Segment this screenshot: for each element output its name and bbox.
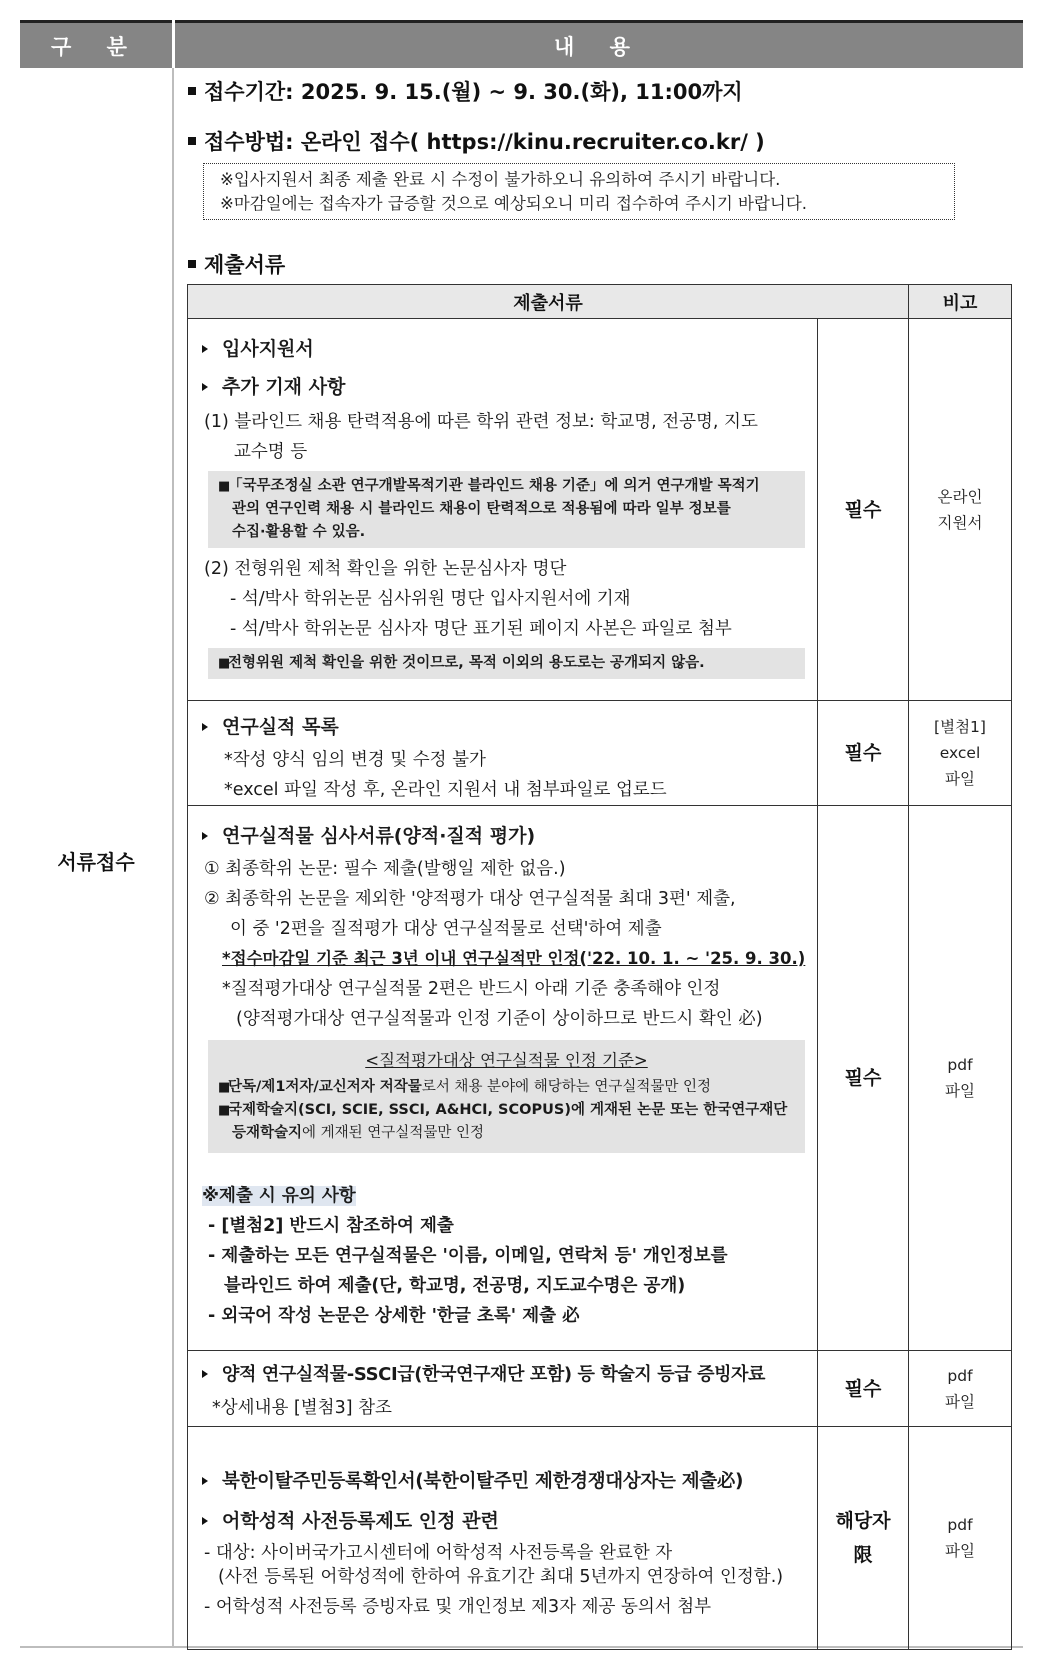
triangle-bullet-icon xyxy=(202,1477,208,1485)
period-value: 2025. 9. 15.(월) ~ 9. 30.(화), 11:00까지 xyxy=(300,80,743,104)
text-line: 이 중 '2편을 질적평가 대상 연구실적물로 선택'하여 제출 xyxy=(230,919,662,939)
text-line: ② 최종학위 논문을 제외한 '양적평가 대상 연구실적물 최대 3편' 제출, xyxy=(204,889,736,909)
square-bullet-icon xyxy=(188,137,196,145)
doc-item: 북한이탈주민등록확인서(북한이탈주민 제한경쟁대상자는 제출必) xyxy=(202,1463,805,1501)
text-line: - 석/박사 학위논문 심사위원 명단 입사지원서에 기재 xyxy=(230,589,631,609)
remark-cell: pdf 파일 xyxy=(909,1427,1012,1650)
period-label: 접수기간: xyxy=(204,80,294,104)
text-line: - [별첨2] 반드시 참조하여 제출 xyxy=(208,1216,454,1236)
remark-cell: pdf 파일 xyxy=(909,806,1012,1351)
header-content: 내 용 xyxy=(175,20,1023,68)
doc-item: 입사지원서 xyxy=(202,331,805,367)
column-header-docs: 제출서류 xyxy=(188,285,909,319)
docs-cell xyxy=(188,806,818,1351)
notice-box xyxy=(203,163,955,220)
table-row xyxy=(188,319,1012,701)
triangle-bullet-icon xyxy=(202,1370,208,1378)
text-line: - 외국어 작성 논문은 상세한 '한글 초록' 제출 必 xyxy=(208,1306,580,1326)
table-header-row xyxy=(188,285,1012,319)
text-line: (2) 전형위원 제척 확인을 위한 논문심사자 명단 xyxy=(204,559,567,579)
remark-cell: 온라인 지원서 xyxy=(909,319,1012,701)
info-box: ■전형위원 제척 확인을 위한 것이므로, 목적 이외의 용도로는 공개되지 않음. xyxy=(208,648,805,679)
period-line xyxy=(188,76,743,106)
text-line: *excel 파일 작성 후, 온라인 지원서 내 첨부파일로 업로드 xyxy=(224,780,667,800)
docs-cell xyxy=(188,701,818,806)
triangle-bullet-icon xyxy=(202,383,208,391)
criteria-title: <질적평가대상 연구실적물 인정 기준> xyxy=(365,1051,648,1070)
notice-line: ※마감일에는 접속자가 급증할 것으로 예상되오니 미리 접수하여 주시기 바랍니다. xyxy=(220,194,808,213)
square-bullet-icon xyxy=(188,260,196,268)
table-row xyxy=(188,701,1012,806)
triangle-bullet-icon xyxy=(202,832,208,840)
text-line: - 대상: 사이버국가고시센터에 어학성적 사전등록을 완료한 자 xyxy=(204,1543,673,1563)
column-header-remark: 비고 xyxy=(909,285,1012,319)
text-line: *질적평가대상 연구실적물 2편은 반드시 아래 기준 충족해야 인정 xyxy=(222,979,721,999)
required-cell: 해당자 限 xyxy=(818,1427,909,1650)
required-cell: 필수 xyxy=(818,319,909,701)
doc-item: 연구실적 목록 xyxy=(202,709,805,745)
method-line xyxy=(188,126,765,156)
docs-cell xyxy=(188,1351,818,1427)
doc-item: 연구실적물 심사서류(양적·질적 평가) xyxy=(202,818,805,854)
docs-cell xyxy=(188,1427,818,1650)
square-bullet-icon xyxy=(188,87,196,95)
criteria-box: <질적평가대상 연구실적물 인정 기준> ■단독/제1저자/교신저자 저작물로서 채용 분야에 해당하는 연구실적물만 인정 ■국제학술지(SCI, SCIE, SSCI, A&HCI, SCOPUS)에 게재된 논문 또는 한국연구재단 등재학술지에 게재된 연구실적물만 인정 xyxy=(208,1040,805,1153)
text-line: - 석/박사 학위논문 심사자 명단 표기된 페이지 사본은 파일로 첨부 xyxy=(230,619,732,639)
text-line: (1) 블라인드 채용 탄력적용에 따른 학위 관련 정보: 학교명, 전공명, 지도 xyxy=(204,412,758,432)
text-line: ① 최종학위 논문: 필수 제출(발행일 제한 없음.) xyxy=(204,859,566,879)
text-line: - 어학성적 사전등록 증빙자료 및 개인정보 제3자 제공 동의서 첨부 xyxy=(204,1597,712,1617)
table-row xyxy=(188,806,1012,1351)
notice-line: ※입사지원서 최종 제출 완료 시 수정이 불가하오니 유의하여 주시기 바랍니다. xyxy=(220,170,781,189)
text-line: *접수마감일 기준 최근 3년 이내 연구실적만 인정('22. 10. 1. ~ '25. 9. 30.) xyxy=(222,949,806,968)
doc-item: 어학성적 사전등록제도 인정 관련 xyxy=(202,1501,805,1541)
table-row xyxy=(188,1427,1012,1650)
text-line: *작성 양식 임의 변경 및 수정 불가 xyxy=(224,750,486,770)
category-label: 서류접수 xyxy=(57,850,135,874)
doc-item: 양적 연구실적물-SSCI급(한국연구재단 포함) 등 학술지 등급 증빙자료 xyxy=(202,1357,805,1393)
required-cell: 필수 xyxy=(818,701,909,806)
text-line: 교수명 등 xyxy=(234,442,308,462)
remark-cell: [별첨1] excel 파일 xyxy=(909,701,1012,806)
triangle-bullet-icon xyxy=(202,345,208,353)
triangle-bullet-icon xyxy=(202,723,208,731)
text-line: *상세내용 [별첨3] 참조 xyxy=(212,1398,392,1418)
remark-cell: pdf 파일 xyxy=(909,1351,1012,1427)
required-cell: 필수 xyxy=(818,806,909,1351)
caution-title: ※제출 시 유의 사항 xyxy=(202,1186,356,1206)
text-line: 블라인드 하여 제출(단, 학교명, 전공명, 지도교수명은 공개) xyxy=(224,1276,686,1296)
column-divider xyxy=(172,68,174,1646)
info-box: ■「국무조정실 소관 연구개발목적기관 블라인드 채용 기준」에 의거 연구개발 목적기 관의 연구인력 채용 시 블라인드 채용이 탄력적으로 적용됨에 따라 일부 정보를 수집·활용할 수 있음. xyxy=(208,471,805,548)
header-category: 구 분 xyxy=(20,20,172,68)
required-cell: 필수 xyxy=(818,1351,909,1427)
doc-item: 추가 기재 사항 xyxy=(202,367,805,407)
text-line: (양적평가대상 연구실적물과 인정 기준이 상이하므로 반드시 확인 必) xyxy=(236,1009,763,1029)
docs-title: 제출서류 xyxy=(188,249,285,279)
triangle-bullet-icon xyxy=(202,1517,208,1525)
documents-table xyxy=(187,284,1012,1650)
method-label: 접수방법: xyxy=(204,130,294,154)
table-row xyxy=(188,1351,1012,1427)
docs-cell xyxy=(188,319,818,701)
method-value: 온라인 접수( https://kinu.recruiter.co.kr/ ) xyxy=(300,130,765,154)
text-line: (사전 등록된 어학성적에 한하여 유효기간 최대 5년까지 연장하여 인정함.) xyxy=(218,1567,784,1587)
text-line: - 제출하는 모든 연구실적물은 '이름, 이메일, 연락처 등' 개인정보를 xyxy=(208,1246,728,1266)
